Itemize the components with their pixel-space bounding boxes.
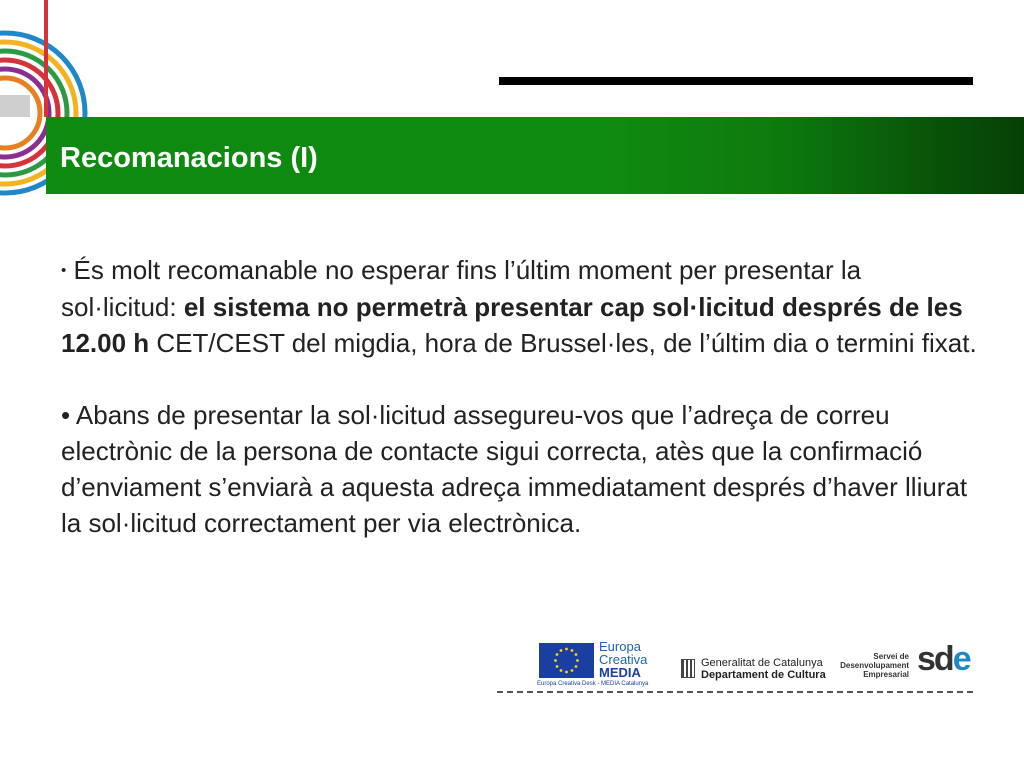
sde-label	[835, 652, 909, 679]
bullet-1	[61, 252, 981, 361]
bullet-1-text-before: És molt recomanable no esperar fins l’últim moment per presentar la sol·licitud:	[61, 255, 862, 322]
sde-label-line1: Servei de	[873, 652, 909, 661]
eu-flag-icon	[539, 643, 594, 678]
slide-content	[61, 252, 981, 541]
europa-creativa-line3: MEDIA	[599, 665, 641, 680]
sde-logo	[917, 641, 970, 677]
sde-mark-e: e	[952, 640, 970, 678]
gencat-line2: Departament de Cultura	[701, 669, 826, 681]
footer-logos	[537, 640, 977, 690]
top-rule	[499, 77, 973, 85]
bullet-2-text: Abans de presentar la sol·licitud assegureu-vos que l’adreça de correu electrònic de la persona de contacte sigui correcta, atès que la confirmació d’enviament s’enviarà a aquesta adreça immediatament després d’haver lliurat la sol·licitud correctament per via electrònica.	[61, 400, 968, 538]
slide-title: Recomanacions (I)	[60, 142, 318, 174]
decorative-arcs	[0, 0, 100, 230]
sde-label-line2: Desenvolupament	[840, 661, 909, 670]
bullet-1-text-after: CET/CEST del migdia, hora de Brussel·les, de l’últim dia o termini fixat.	[149, 328, 977, 358]
gencat-text	[701, 657, 826, 681]
gencat-line1: Generalitat de Catalunya	[701, 657, 823, 669]
europa-creativa-line2: Creativa	[599, 652, 648, 667]
sde-label-line3: Empresarial	[863, 670, 909, 679]
sde-mark-sd: sd	[917, 640, 953, 678]
arc-grey-block	[0, 95, 30, 117]
bullet-2-marker: •	[61, 400, 71, 430]
bullet-1-text-bold: el sistema no permetrà presentar cap sol·licitud després de les 12.00 h	[61, 292, 963, 358]
title-bar	[46, 117, 1024, 194]
europa-creativa-line1: Europa	[599, 639, 641, 654]
footer-dashed-rule	[497, 691, 973, 693]
gencat-emblem-icon	[681, 659, 695, 678]
bullet-2	[61, 397, 981, 541]
bullet-1-marker: •	[61, 262, 67, 279]
europa-creativa-tagline: Europa Creativa Desk - MEDIA Catalunya	[537, 681, 649, 687]
red-vertical-line	[44, 0, 48, 117]
europa-creativa-logo	[599, 640, 669, 679]
